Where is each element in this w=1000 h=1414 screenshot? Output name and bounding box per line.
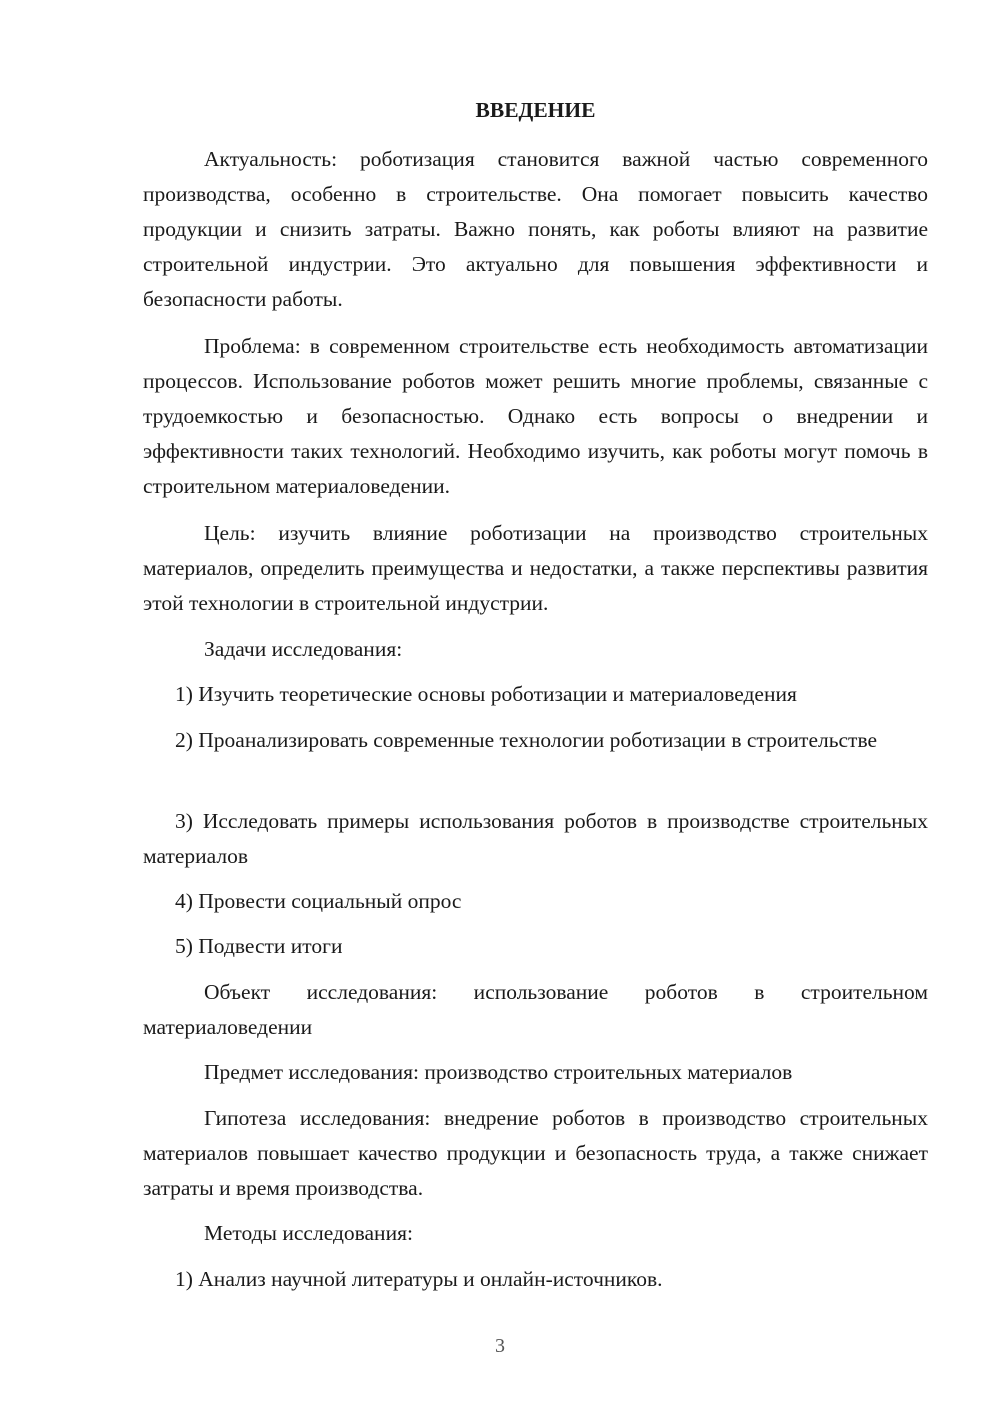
- task-item-1: 1) Изучить теоретические основы роботизации и материаловедения: [175, 682, 797, 706]
- task-item-4: 4) Провести социальный опрос: [175, 889, 462, 913]
- goal-paragraph: Цель: изучить влияние роботизации на производство строительных материалов, определить преимущества и недостатки, а также перспективы развития этой технологии в строительной индустрии.: [143, 521, 928, 615]
- task-item-5: 5) Подвести итоги: [175, 934, 343, 958]
- task-item-2: 2) Проанализировать современные технологии роботизации в строительстве: [175, 728, 878, 752]
- tasks-heading: Задачи исследования:: [204, 637, 403, 661]
- object-paragraph: Объект исследования: использование роботов в строительном материаловедении: [143, 980, 928, 1039]
- methods-heading: Методы исследования:: [204, 1221, 413, 1245]
- method-item-1: 1) Анализ научной литературы и онлайн-источников.: [175, 1267, 663, 1291]
- problem-paragraph: Проблема: в современном строительстве есть необходимость автоматизации процессов. Использование роботов может решить многие проблемы, связанные с трудоемкостью и безопасностью. Однако есть вопросы о внедрении и эффективности таких технологий. Необходимо изучить, как роботы могут помочь в строительном материаловедении.: [143, 334, 928, 498]
- page-number: 3: [495, 1335, 505, 1357]
- page-title: ВВЕДЕНИЕ: [475, 98, 596, 122]
- subject-paragraph: Предмет исследования: производство строительных материалов: [204, 1060, 793, 1084]
- task-item-3: 3) Исследовать примеры использования роботов в производстве строительных материалов: [143, 809, 928, 868]
- relevance-paragraph: Актуальность: роботизация становится важной частью современного производства, особенно в строительстве. Она помогает повысить качество продукции и снизить затраты. Важно понять, как роботы влияют на развитие строительной индустрии. Это актуально для повышения эффективности и безопасности работы.: [143, 147, 928, 311]
- hypothesis-paragraph: Гипотеза исследования: внедрение роботов в производство строительных материалов повышает качество продукции и безопасность труда, а также снижает затраты и время производства.: [143, 1106, 928, 1200]
